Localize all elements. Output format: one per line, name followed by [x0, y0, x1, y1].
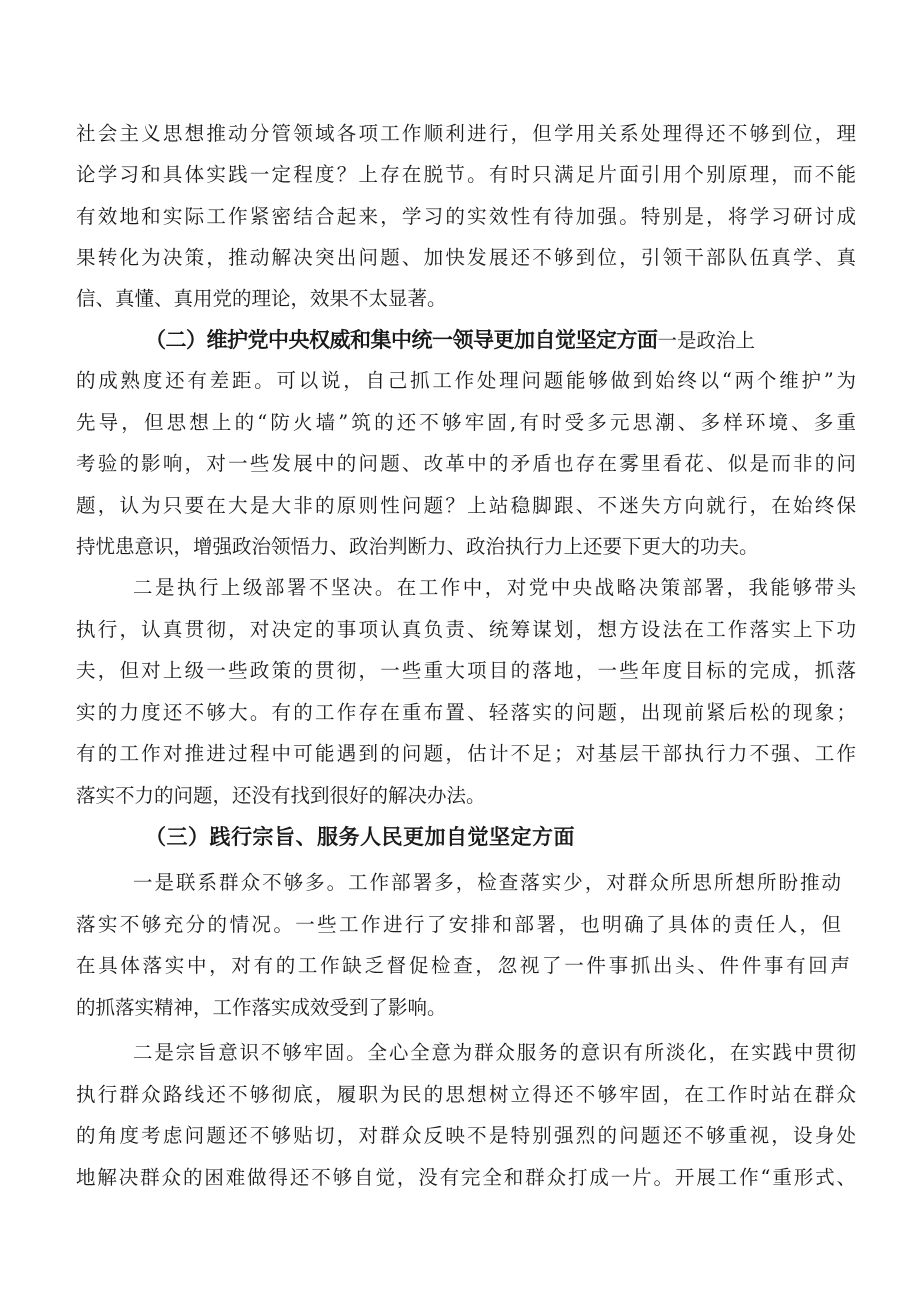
text-line: 有效地和实际工作紧密结合起来，学习的实效性有待加强。特别是，将学习研讨成 — [76, 205, 856, 228]
text-line: 夫，但对上级一些政策的贯彻，一些重大项目的落地，一些年度目标的完成，抓落 — [76, 659, 856, 682]
section-heading-line — [145, 320, 856, 360]
text-line: 落实不力的问题，还没有找到很好的解决办法。 — [76, 784, 486, 807]
text-line: 有的工作对推进过程中可能遇到的问题，估计不足；对基层干部执行力不强、工作 — [76, 742, 856, 765]
text-line: 一是联系群众不够多。工作部署多，检查落实少，对群众所思所想所盼推动 — [133, 871, 841, 894]
text-line: 社会主义思想推动分管领域各项工作顺利进行，但学用关系处理得还不够到位，理 — [76, 122, 856, 145]
text-line: 执行群众路线还不够彻底，履职为民的思想树立得还不够牢固，在工作时站在群众 — [76, 1083, 856, 1106]
text-line: 地解决群众的困难做得还不够自觉，没有完全和群众打成一片。开展工作“重形式、 — [76, 1166, 856, 1189]
text-line: 落实不够充分的情况。一些工作进行了安排和部署，也明确了具体的责任人，但 — [76, 913, 841, 936]
section-heading: （二）维护党中央权威和集中统一领导更加自觉坚定方面 — [145, 328, 658, 352]
text-line: 执行，认真贯彻，对决定的事项认真负责、统筹谋划，想方设法在工作落实上下功 — [76, 618, 856, 641]
section-heading: （三）践行宗旨、服务人民更加自觉坚定方面 — [145, 825, 575, 849]
text-line: 论学习和具体实践一定程度？上存在脱节。有时只满足片面引用个别原理，而不能 — [76, 163, 856, 186]
text-line: 持忧患意识，增强政治领悟力、政治判断力、政治执行力上还要下更大的功夫。 — [76, 535, 759, 558]
text-line: 考验的影响，对一些发展中的问题、改革中的矛盾也存在雾里看花、似是而非的问 — [76, 452, 856, 475]
text-line: 先导，但思想上的“防火墙”筑的还不够牢固,有时受多元思潮、多样环境、多重 — [76, 411, 856, 434]
text-line: 实的力度还不够大。有的工作存在重布置、轻落实的问题，出现前紧后松的现象； — [76, 701, 856, 724]
text-line: 二是执行上级部署不坚决。在工作中，对党中央战略决策部署，我能够带头 — [133, 576, 856, 599]
text-line: 的抓落实精神，工作落实成效受到了影响。 — [76, 996, 447, 1019]
text-line: 的角度考虑问题还不够贴切，对群众反映不是特别强烈的问题还不够重视，设身处 — [76, 1124, 856, 1147]
text-line: 的成熟度还有差距。可以说，自己抓工作处理问题能够做到始终以“两个维护”为 — [76, 369, 856, 392]
heading-trailing-text: 一是政治上 — [657, 329, 756, 352]
text-line: 果转化为决策，推动解决突出问题、加快发展还不够到位，引领干部队伍真学、真 — [76, 246, 856, 269]
text-line: 二是宗旨意识不够牢固。全心全意为群众服务的意识有所淡化，在实践中贯彻 — [133, 1041, 856, 1064]
text-line: 题，认为只要在大是大非的原则性问题？上站稳脚跟、不迷失方向就行，在始终保 — [76, 494, 856, 517]
text-line: 信、真懂、真用党的理论，效果不太显著。 — [76, 287, 447, 310]
text-line: 在具体落实中，对有的工作缺乏督促检查，忽视了一件事抓出头、件件事有回声 — [76, 954, 850, 977]
